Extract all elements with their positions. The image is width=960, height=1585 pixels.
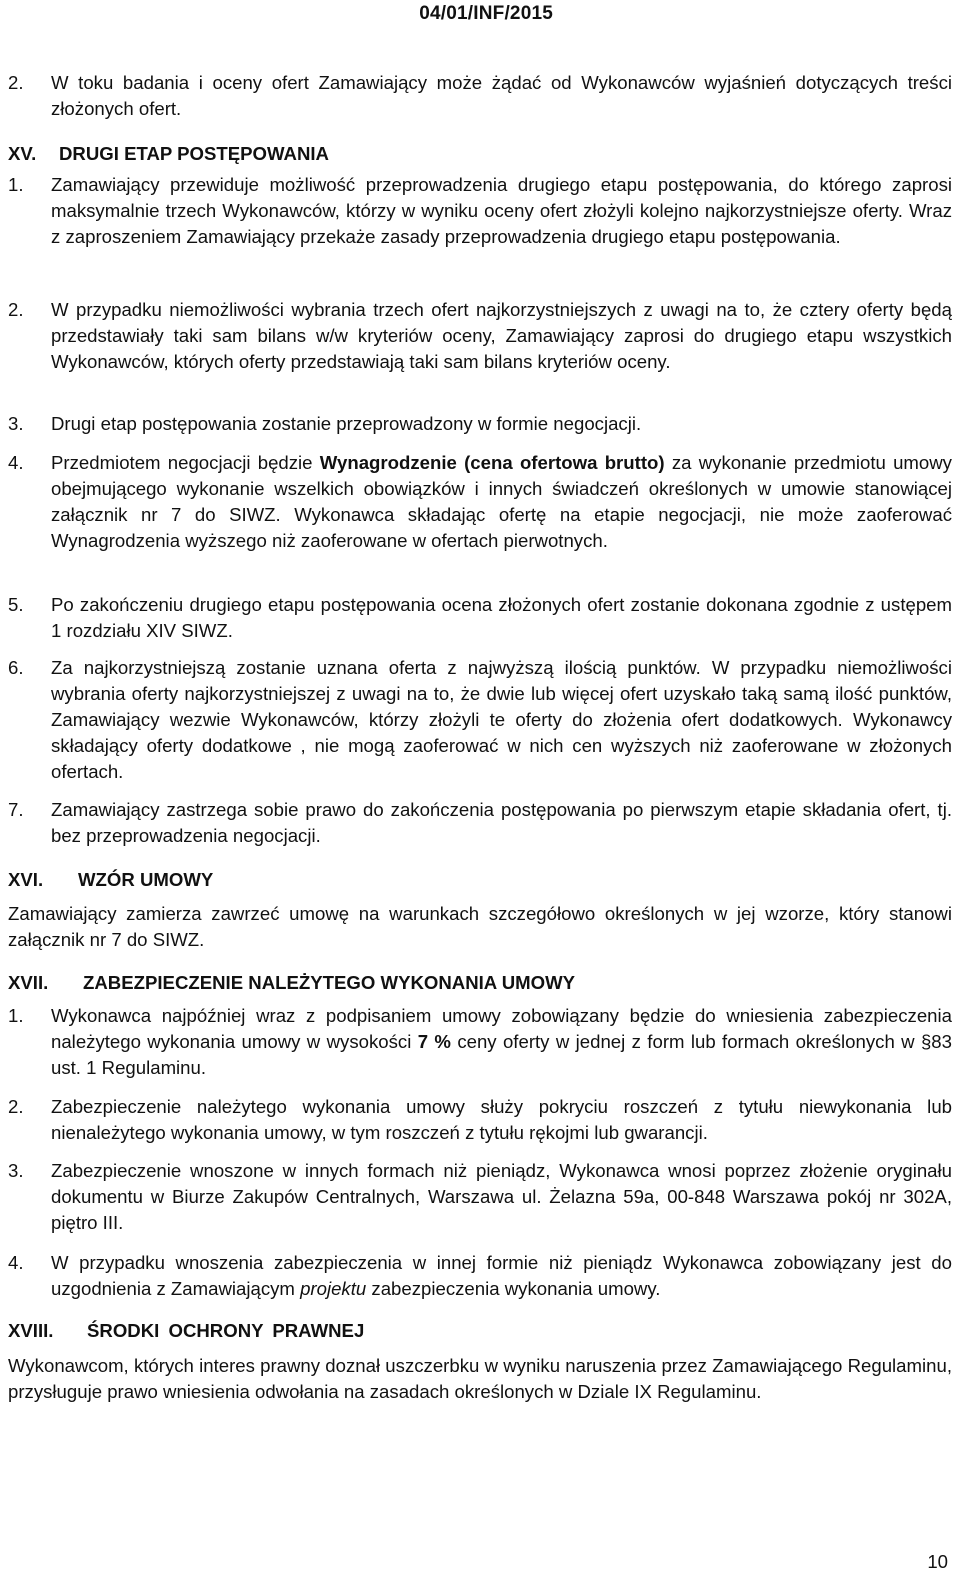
list-item — [8, 1250, 952, 1302]
list-item — [8, 655, 952, 785]
item-text: W przypadku niemożliwości wybrania trzech ofert najkorzystniejszych z uwagi na to, że cztery oferty będą przedstawiały taki sam bilans w/w kryteriów oceny, Zamawiający zaprosi do drugiego etapu wszystkich Wykonawców, których oferty przedstawiają taki sam bilans kryteriów oceny. — [51, 299, 952, 372]
item-text: Zabezpieczenie wnoszone w innych formach niż pieniądz, Wykonawca wnosi poprzez złożenie oryginału dokumentu w Biurze Zakupów Centralnych, Warszawa ul. Żelazna 59a, 00-848 Warszawa pokój nr 302A, piętro III. — [51, 1160, 952, 1233]
section-heading-xviii — [8, 1318, 364, 1344]
list-item — [8, 172, 952, 250]
section-title: DRUGI ETAP POSTĘPOWANIA — [59, 143, 329, 164]
item-text — [51, 1250, 952, 1302]
item-number: 7. — [8, 799, 24, 820]
section-number: XVIII. — [8, 1320, 54, 1341]
item-number: 2. — [8, 1096, 24, 1117]
item-text-part: za wykonanie przedmiotu umowy obejmującego wykonanie wszelkich obowiązków i innych świadczeń określonych w umowie stanowiącej załącznik nr 7 do SIWZ. Wykonawca składając ofertę na etapie negocjacji, nie może zaoferować Wynagrodzenia wyższego niż zaoferowane w ofertach pierwotnych. — [51, 452, 952, 551]
section-number: XVII. — [8, 972, 49, 993]
emphasis-text: 7 % — [417, 1031, 451, 1052]
list-item — [8, 592, 952, 644]
list-item — [8, 411, 952, 437]
item-number: 6. — [8, 657, 24, 678]
item-text: W toku badania i oceny ofert Zamawiający może żądać od Wykonawców wyjaśnień dotyczących treści złożonych ofert. — [51, 72, 952, 119]
section-number: XVI. — [8, 869, 44, 890]
emphasis-text: Wynagrodzenie (cena ofertowa brutto) — [319, 452, 665, 473]
item-number: 1. — [8, 174, 24, 195]
item-text-part: Przedmiotem negocjacji będzie — [51, 452, 320, 473]
list-item — [8, 1094, 952, 1146]
item-number: 4. — [8, 452, 24, 473]
section-title: WZÓR UMOWY — [78, 869, 214, 890]
item-number: 2. — [8, 72, 24, 93]
item-text: Zamawiający zastrzega sobie prawo do zakończenia postępowania po pierwszym etapie składania ofert, tj. bez przeprowadzenia negocjacji. — [51, 799, 952, 846]
list-item — [8, 797, 952, 849]
item-text — [51, 450, 952, 554]
list-item — [8, 1158, 952, 1236]
list-item — [8, 70, 952, 122]
item-text: Drugi etap postępowania zostanie przeprowadzony w formie negocjacji. — [51, 413, 642, 434]
item-number: 3. — [8, 1160, 24, 1181]
item-text — [51, 1003, 952, 1081]
item-text-part: zabezpieczenia wykonania umowy. — [366, 1278, 661, 1299]
section-paragraph: Wykonawcom, których interes prawny doznał uszczerbku w wyniku naruszenia przez Zamawiającego Regulaminu, przysługuje prawo wniesienia odwołania na zasadach określonych w Dziale IX Regulaminu. — [8, 1355, 952, 1402]
item-number: 1. — [8, 1005, 24, 1026]
list-item — [8, 450, 952, 554]
item-number: 4. — [8, 1252, 24, 1273]
list-item — [8, 1003, 952, 1081]
section-heading-xv — [8, 141, 329, 167]
item-number: 2. — [8, 299, 24, 320]
emphasis-text: projektu — [300, 1278, 367, 1299]
section-heading-xvii — [8, 970, 575, 996]
section-title: ZABEZPIECZENIE NALEŻYTEGO WYKONANIA UMOWY — [83, 972, 576, 993]
item-text: Zamawiający przewiduje możliwość przeprowadzenia drugiego etapu postępowania, do którego zaprosi maksymalnie trzech Wykonawców, którzy w wyniku oceny ofert złożyli kolejno najkorzystniejsze oferty. Wraz z zaproszeniem Zamawiający przekaże zasady przeprowadzenia drugiego etapu postępowania. — [51, 174, 952, 247]
item-text: Za najkorzystniejszą zostanie uznana oferta z najwyższą ilością punktów. W przypadku niemożliwości wybrania oferty najkorzystniejszej z uwagi na to, że dwie lub więcej ofert uzyskało taką samą ilość punktów, Zamawiający wezwie Wykonawców, którzy złożyli te oferty do złożenia ofert dodatkowych. Wykonawcy składający oferty dodatkowe , nie mogą zaoferować w nich cen wyższych niż zaoferowane w złożonych ofertach. — [51, 657, 952, 782]
page-number: 10 — [927, 1551, 948, 1572]
item-text: Zabezpieczenie należytego wykonania umowy służy pokryciu roszczeń z tytułu niewykonania lub nienależytego wykonania umowy, w tym roszczeń z tytułu rękojmi lub gwarancji. — [51, 1096, 952, 1143]
section-paragraph: Zamawiający zamierza zawrzeć umowę na warunkach szczegółowo określonych w jej wzorze, który stanowi załącznik nr 7 do SIWZ. — [8, 903, 952, 950]
section-heading-xvi — [8, 867, 213, 893]
document-code: 04/01/INF/2015 — [419, 3, 553, 24]
item-text: Po zakończeniu drugiego etapu postępowania ocena złożonych ofert zostanie dokonana zgodnie z ustępem 1 rozdziału XIV SIWZ. — [51, 594, 952, 641]
item-text-part: Wykonawca najpóźniej wraz z podpisaniem umowy zobowiązany będzie do wniesienia zabezpieczenia należytego wykonania umowy w wysokości — [51, 1005, 952, 1052]
item-text-part: W przypadku wnoszenia zabezpieczenia w innej formie niż pieniądz Wykonawca zobowiązany jest do uzgodnienia z Zamawiającym — [51, 1252, 952, 1299]
section-number: XV. — [8, 143, 37, 164]
item-number: 3. — [8, 413, 24, 434]
item-text-part: ceny oferty w jednej z form lub formach określonych w §83 ust. 1 Regulaminu. — [51, 1031, 952, 1078]
section-title: ŚRODKI OCHRONY PRAWNEJ — [87, 1320, 365, 1341]
item-number: 5. — [8, 594, 24, 615]
list-item — [8, 297, 952, 375]
